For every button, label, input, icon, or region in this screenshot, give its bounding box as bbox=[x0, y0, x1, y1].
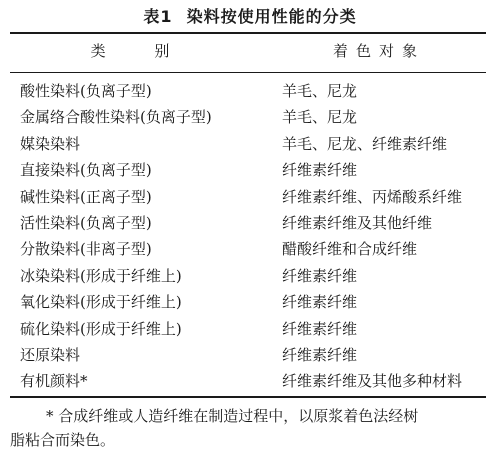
table-header-rule bbox=[10, 72, 486, 73]
table-title: 染料按使用性能的分类 bbox=[186, 7, 357, 26]
table-bottom-rule bbox=[10, 396, 486, 398]
table-row bbox=[10, 342, 486, 368]
table-row bbox=[10, 78, 486, 104]
table-row bbox=[10, 316, 486, 342]
dye-target-cell: 纤维素纤维、丙烯酸系纤维 bbox=[282, 187, 463, 206]
dye-target-cell: 纤维素纤维 bbox=[282, 345, 358, 364]
table-row bbox=[10, 184, 486, 210]
table-number: 表1 bbox=[143, 7, 173, 26]
header-target: 着色对象 bbox=[332, 42, 425, 60]
table-caption bbox=[0, 4, 500, 27]
dye-category-cell: 还原染料 bbox=[20, 345, 81, 364]
dye-category-cell: 媒染染料 bbox=[20, 134, 81, 153]
table-row bbox=[10, 104, 486, 130]
table-row bbox=[10, 289, 486, 315]
table-body bbox=[10, 78, 486, 395]
dye-target-cell: 纤维素纤维 bbox=[282, 266, 358, 285]
dye-category-cell: 金属络合酸性染料(负离子型) bbox=[20, 108, 212, 127]
dye-target-cell: 醋酸纤维和合成纤维 bbox=[282, 240, 418, 259]
dye-target-cell: 纤维素纤维及其他多种材料 bbox=[282, 372, 463, 391]
dye-category-cell: 有机颜料* bbox=[20, 372, 88, 391]
table-header-row bbox=[10, 40, 486, 66]
dye-category-cell: 碱性染料(正离子型) bbox=[20, 187, 152, 206]
table-row bbox=[10, 131, 486, 157]
dye-category-cell: 冰染染料(形成于纤维上) bbox=[20, 266, 182, 285]
table-row bbox=[10, 210, 486, 236]
dye-target-cell: 羊毛、尼龙、纤维素纤维 bbox=[282, 134, 448, 153]
footnote-line-1: * 合成纤维或人造纤维在制造过程中，以原浆着色法经树 bbox=[46, 407, 419, 425]
dye-target-cell: 羊毛、尼龙 bbox=[282, 108, 358, 127]
dye-category-cell: 氧化染料(形成于纤维上) bbox=[20, 293, 182, 312]
table-row bbox=[10, 263, 486, 289]
dye-target-cell: 纤维素纤维 bbox=[282, 161, 358, 180]
table-row bbox=[10, 236, 486, 262]
header-category: 类 别 bbox=[90, 42, 192, 60]
dye-category-cell: 分散染料(非离子型) bbox=[20, 240, 152, 259]
dye-category-cell: 硫化染料(形成于纤维上) bbox=[20, 319, 182, 338]
table-row bbox=[10, 368, 486, 394]
table-top-rule bbox=[10, 32, 486, 34]
table-row bbox=[10, 157, 486, 183]
dye-category-cell: 酸性染料(负离子型) bbox=[20, 82, 152, 100]
table-footnote bbox=[10, 404, 490, 452]
dye-category-cell: 活性染料(负离子型) bbox=[20, 213, 152, 232]
dye-target-cell: 羊毛、尼龙 bbox=[282, 82, 358, 100]
dye-target-cell: 纤维素纤维 bbox=[282, 293, 358, 312]
dye-target-cell: 纤维素纤维 bbox=[282, 319, 358, 338]
footnote-line-2: 脂粘合而染色。 bbox=[10, 431, 116, 449]
dye-target-cell: 纤维素纤维及其他纤维 bbox=[282, 213, 433, 232]
dye-category-cell: 直接染料(负离子型) bbox=[20, 161, 152, 180]
